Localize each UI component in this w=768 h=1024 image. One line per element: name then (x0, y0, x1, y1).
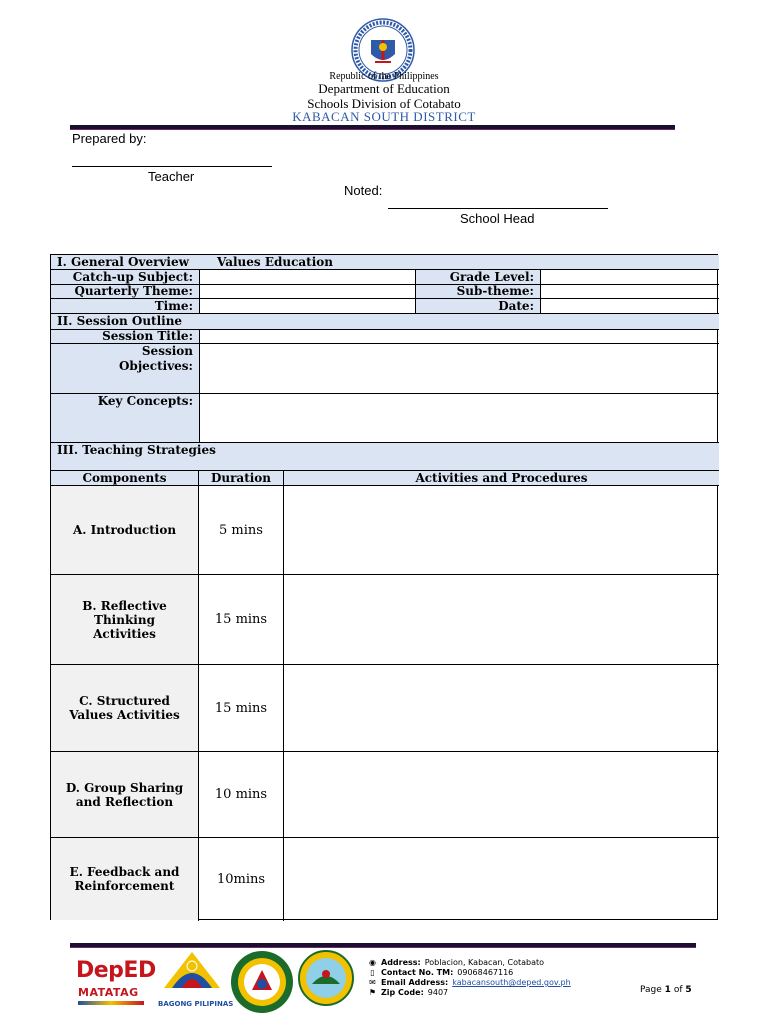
noted-label: Noted: (344, 183, 383, 198)
district-seal-logo (298, 950, 354, 1006)
header-department: Department of Education (318, 81, 450, 96)
email-label: Email Address: (381, 978, 449, 987)
column-header-components: Components (82, 471, 167, 485)
teaching-strategies-heading: III. Teaching Strategies (57, 443, 216, 457)
page-total: 5 (685, 985, 692, 995)
key-concepts-label: Key Concepts: (97, 394, 193, 408)
header-district: KABACAN SOUTH DISTRICT (292, 109, 476, 124)
session-objectives-field[interactable] (200, 344, 719, 393)
sub-theme-label: Sub-theme: (456, 284, 534, 298)
kabacan-south-district-logo (230, 950, 294, 1014)
activities-feedback-field[interactable] (284, 838, 719, 920)
grade-level-label: Grade Level: (449, 270, 534, 284)
quarterly-theme-field[interactable] (200, 285, 415, 298)
page-current: 1 (664, 985, 671, 995)
school-head-signature-line[interactable] (388, 208, 608, 209)
key-concepts-field[interactable] (200, 394, 719, 442)
lesson-plan-form (50, 254, 718, 920)
teacher-signature-line[interactable] (72, 166, 272, 167)
email-icon: ✉ (369, 978, 376, 987)
duration-feedback: 10mins (216, 871, 266, 887)
quarterly-theme-label: Quarterly Theme: (74, 284, 193, 298)
page-of: of (673, 985, 683, 995)
header-republic: Republic of the Philippines (329, 71, 439, 82)
zip-label: Zip Code: (381, 988, 424, 997)
page-number (640, 985, 692, 995)
date-label: Date: (498, 299, 534, 313)
activities-group-sharing-field[interactable] (284, 752, 719, 837)
matatag-stripe (78, 1001, 144, 1005)
activities-structured-values-field[interactable] (284, 665, 719, 751)
component-feedback: E. Feedback and Reinforcement (51, 838, 198, 920)
contact-value: 09068467116 (457, 968, 514, 977)
column-header-activities: Activities and Procedures (415, 471, 588, 485)
duration-introduction: 5 mins (219, 522, 263, 538)
header-divider (70, 125, 675, 130)
session-title-label: Session Title: (102, 329, 193, 343)
column-header-duration: Duration (210, 471, 272, 485)
page-prefix: Page (640, 985, 662, 995)
component-group-sharing: D. Group Sharing and Reflection (51, 752, 198, 837)
component-introduction: A. Introduction (51, 486, 198, 574)
session-objectives-label: Session Objectives: (118, 344, 193, 373)
deped-logo: DepED (76, 958, 156, 983)
phone-icon: ▯ (370, 968, 375, 977)
general-overview-heading: I. General Overview (57, 255, 189, 269)
component-reflective-thinking: B. Reflective Thinking Activities (51, 575, 198, 664)
email-link[interactable]: kabacansouth@deped.gov.ph (452, 978, 571, 987)
grade-level-field[interactable] (541, 270, 719, 284)
catchup-subject-field[interactable] (200, 270, 415, 284)
bagong-pilipinas-text: BAGONG PILIPINAS (158, 1000, 234, 1008)
duration-reflective-thinking: 15 mins (214, 612, 268, 627)
flag-icon: ⚑ (368, 988, 377, 997)
catchup-subject-label: Catch-up Subject: (72, 270, 193, 284)
bagong-pilipinas-logo (160, 948, 224, 1000)
component-structured-values: C. Structured Values Activities (51, 665, 198, 751)
footer-contact-block (368, 958, 571, 998)
school-head-label: School Head (460, 211, 535, 226)
subject-title: Values Education (217, 255, 334, 269)
time-field[interactable] (200, 299, 415, 313)
date-field[interactable] (541, 299, 719, 313)
activities-reflective-thinking-field[interactable] (284, 575, 719, 664)
duration-group-sharing: 10 mins (214, 787, 268, 802)
activities-introduction-field[interactable] (284, 486, 719, 574)
zip-value: 9407 (427, 988, 449, 997)
prepared-by-label: Prepared by: (72, 131, 147, 146)
address-value: Poblacion, Kabacan, Cotabato (424, 958, 545, 967)
contact-label: Contact No. TM: (381, 968, 454, 977)
location-pin-icon: ◉ (369, 958, 376, 967)
address-label: Address: (381, 958, 421, 967)
sub-theme-field[interactable] (541, 285, 719, 298)
matatag-logo: MATATAG (78, 986, 139, 999)
duration-structured-values: 15 mins (214, 700, 268, 716)
time-label: Time: (154, 299, 193, 313)
session-title-field[interactable] (200, 330, 719, 343)
header-division: Schools Division of Cotabato (307, 96, 461, 111)
teacher-label: Teacher (148, 169, 195, 184)
session-outline-heading: II. Session Outline (57, 314, 183, 328)
